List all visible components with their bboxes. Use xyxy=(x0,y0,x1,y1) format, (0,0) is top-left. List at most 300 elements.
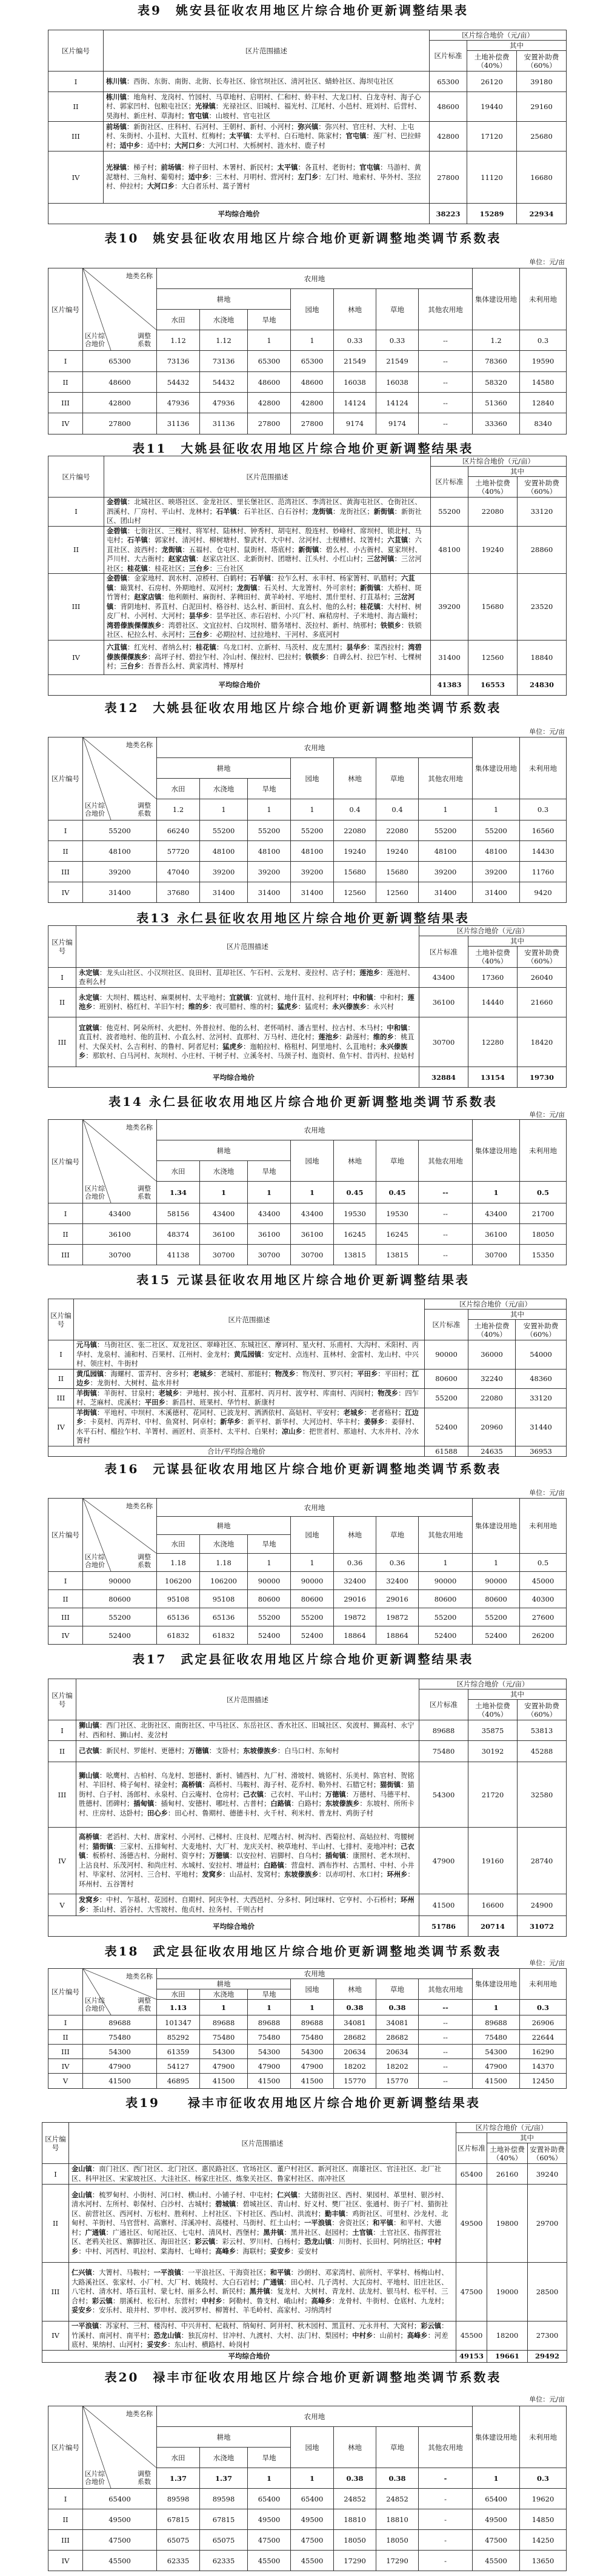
table-row xyxy=(48,1626,567,1645)
header-row xyxy=(48,2406,567,2427)
zone-id: I xyxy=(48,351,83,372)
village-list: 吆鹰村、古柏村、乌龙村、恕德村、新村、铺西村、九厂村、滑坡村、姚铭村、乐美村、陈官村、贺铭村、羊旧村、椅子甸村、禄金村 xyxy=(79,1771,415,1789)
standard-price: 80600 xyxy=(425,1369,468,1388)
table-row xyxy=(48,1608,567,1626)
village-list: 平田村 xyxy=(384,1370,405,1378)
town-name: 妥安乡 xyxy=(147,2340,168,2349)
class-price: 19590 xyxy=(520,351,567,372)
zone-desc: 狮山镇：西门社区、北街社区、南街社区、中马社区、东岳社区、香水社区、旧城社区、矣波村、狮高村、永宁村、西和村、狮山村、麦岔村 xyxy=(76,1720,419,1741)
land-compensation: 14440 xyxy=(468,988,518,1017)
town-name: 猫街镇 xyxy=(380,1780,401,1789)
result-table xyxy=(48,30,567,224)
town-name: 赵家店镇 xyxy=(134,593,162,601)
coefficient-value: 0.33 xyxy=(334,330,376,351)
table-row xyxy=(48,2489,567,2509)
coefficient-value: 1 xyxy=(200,799,248,820)
table-row xyxy=(48,351,567,372)
village-list: 梳罗甸村、小街村、河口村、横山村、小铺子村、中屯村 xyxy=(99,2191,270,2199)
class-price: 55200 xyxy=(473,1608,520,1626)
class-price: 43400 xyxy=(248,1203,291,1224)
coefficient-value: 1.12 xyxy=(157,330,200,351)
header-zone-id: 区片编号 xyxy=(48,456,104,498)
class-price: 32400 xyxy=(334,1572,376,1590)
class-price: 48600 xyxy=(248,372,291,393)
class-price: 22080 xyxy=(334,820,376,841)
town-name: 平田乡 xyxy=(145,1398,165,1406)
class-price: 106200 xyxy=(157,1572,200,1590)
table-row xyxy=(48,1590,567,1608)
town-name: 广通镇 xyxy=(263,2277,284,2286)
village-list: 大河口村、大栎树村、涟水村、鹿子村 xyxy=(208,141,325,150)
village-list: 板桥村、汤德古村、分耐村、资亨村 xyxy=(92,1852,202,1860)
zone-id: III xyxy=(48,393,83,413)
table-row xyxy=(48,151,567,204)
village-list: 簸箕村、石房村、外期地村、双河村 xyxy=(120,584,230,592)
town-name: 环州乡 xyxy=(79,1895,415,1914)
average-land-comp: 16553 xyxy=(468,674,518,695)
header-dry: 旱地 xyxy=(248,1989,291,2000)
land-compensation: 15680 xyxy=(468,574,518,641)
table-row xyxy=(48,862,567,882)
village-list: 太平村、白石地村、陈家村 xyxy=(256,132,339,141)
village-list: 中村、乍基村、花园村、自期村、阿庆争村、大西邑村、分多村、阿过咪村、它亨村、小石桥村 xyxy=(106,1896,394,1904)
zone-id: IV xyxy=(48,1408,74,1446)
table-row xyxy=(48,1203,567,1224)
town-name: 龙街镇 xyxy=(161,545,182,554)
town-name: 恐龙山镇 xyxy=(304,2237,332,2246)
town-name: 前场镇 xyxy=(106,122,127,131)
village-list: 新民村、罗能村、更德村 xyxy=(106,1747,182,1756)
adjust-coef-label: 调整系数 xyxy=(138,802,151,817)
resettlement-subsidy: 21660 xyxy=(518,988,567,1017)
header-price-group: 区片综合地价（元/亩） xyxy=(419,1679,567,1689)
town-name: 江边乡 xyxy=(76,1408,419,1426)
resettlement-subsidy: 27300 xyxy=(528,2321,567,2351)
header-price-group: 区片综合地价（元/亩） xyxy=(456,2123,567,2133)
village-list: 尹地村、挨小村、苴那村、丙月村、波亨村、库南村、丙间村 xyxy=(185,1389,371,1397)
town-name: 石羊镇 xyxy=(250,574,271,582)
class-price: 24852 xyxy=(334,2489,376,2509)
table-title: 表16 元谋县征收农用地区片综合地价更新调整地类调节系数表 xyxy=(104,1462,502,1476)
standard-price: 30700 xyxy=(419,1017,468,1067)
town-name: 龙街镇 xyxy=(236,583,258,592)
table-row xyxy=(42,2321,567,2351)
table-row xyxy=(48,413,567,434)
resettlement-subsidy: 33120 xyxy=(516,1388,567,1408)
village-list: 大坝村、糯达村、麻栗树村、太平地村 xyxy=(106,993,223,1002)
class-price: 14850 xyxy=(520,2509,567,2530)
class-price: 52400 xyxy=(291,1626,334,1645)
class-price: 34081 xyxy=(334,2015,376,2030)
header-unused: 未利用地 xyxy=(520,737,567,799)
header-row xyxy=(48,1299,567,1310)
town-name: 仁兴镇 xyxy=(276,2190,298,2199)
header-paddy: 水田 xyxy=(157,310,200,330)
coefficient-value: 0.38 xyxy=(376,2000,419,2015)
adjust-coef-label: 调整系数 xyxy=(138,1185,151,1200)
land-compensation: 16600 xyxy=(468,1894,518,1916)
town-name: 中村乡 xyxy=(352,2331,373,2340)
class-price: 54300 xyxy=(473,2045,520,2059)
coefficient-value: 0.3 xyxy=(520,2468,567,2489)
standard-price: 65300 xyxy=(430,72,467,92)
class-price: 9174 xyxy=(334,413,376,434)
zone-id: IV xyxy=(48,640,104,674)
land-compensation: 20960 xyxy=(468,1408,516,1446)
class-price: 89598 xyxy=(200,2489,248,2509)
class-price: 18050 xyxy=(334,2530,376,2551)
zone-price: 75480 xyxy=(83,2030,157,2045)
class-price: 39200 xyxy=(419,862,473,882)
class-price: 17290 xyxy=(376,2551,419,2571)
zone-id: IV xyxy=(48,2059,83,2074)
class-price: 21700 xyxy=(520,1203,567,1224)
zone-desc: 发窝乡：中村、乍基村、花园村、自期村、阿庆争村、大西邑村、分多村、阿过咪村、它亨村、小石桥村；环州乡：茶山村、滔谷村、大雪坡村、他贞村、拉务村、千则古村 xyxy=(76,1894,419,1916)
town-name: 东坡傣族乡 xyxy=(243,1746,278,1756)
average-resettle: 19730 xyxy=(518,1067,567,1088)
town-name: 六苴镇 xyxy=(107,643,127,652)
class-price: 78360 xyxy=(473,351,520,372)
class-price: 12840 xyxy=(520,393,567,413)
zone-id: IV xyxy=(48,1828,76,1894)
class-price: 31400 xyxy=(291,882,334,903)
class-price: 54300 xyxy=(200,2045,248,2059)
town-name: 中村乡 xyxy=(201,2296,222,2305)
village-list: 独瓦房村、甘冲村、九渡村、大村、法门村、梨园村 xyxy=(188,2331,345,2340)
zone-desc: 高桥镇：老滔村、大村、唐家村、小河村、己梯村、庄良村、尼嘎古村、树沟村、西菊拉村、高姑拉村、弯腰树村；猫街镇：三家村、五排甸村、大麦地村、大厂村、龙庆关村、秧草地村、半山村、七排村、麦地冲村；己衣镇：板桥村、汤德古村、分耐村、资亨村；万德镇：以安拉村、岩脚村、自乌村；插甸镇：康照村、老木坝村、上沾良村、乐茂河村、和尚庄村、水城村、安拉村、增益村；白路镇：营盘村、洒布拃村、古黑村、中村、小井村、毕家村、岔河村、三合村、平地村；发窝乡：山品村、发窝村；东坡傣族乡：以赤叨村、水口村；环州乡：环州村、五谷箐村 xyxy=(76,1828,419,1894)
town-name: 己衣镇 xyxy=(79,1842,415,1860)
class-price: 67815 xyxy=(157,2509,200,2530)
town-name: 己衣镇 xyxy=(79,1746,99,1756)
land-compensation: 21720 xyxy=(468,1762,518,1828)
class-price: 14370 xyxy=(520,2059,567,2074)
village-list: 迤帕拉村、格租村、阿里地村、么苴地村 xyxy=(250,1042,373,1051)
town-name: 黑井镇 xyxy=(249,2287,270,2296)
town-name: 凉山乡 xyxy=(281,1426,302,1436)
town-name: 妥安乡 xyxy=(270,2246,291,2255)
table-title: 表11 大姚县征收农用地区片综合地价更新调整结果表 xyxy=(132,441,474,456)
standard-price: 31400 xyxy=(431,640,468,674)
village-list: 桃苴村、大保关村、么吉利村、的鲁村、阿者尼村 xyxy=(79,1033,415,1051)
class-price: 14250 xyxy=(520,2530,567,2551)
average-land-comp: 13154 xyxy=(468,1067,518,1088)
town-name: 适中乡 xyxy=(188,172,209,181)
land-compensation: 26160 xyxy=(487,2164,528,2185)
town-name: 东坡傣族乡 xyxy=(325,1799,360,1808)
village-list: 梓子田村、木署村、新民村 xyxy=(188,164,271,172)
header-resettle: 安置补助费（60%） xyxy=(516,1320,567,1340)
zone-price: 65300 xyxy=(83,351,157,372)
resettlement-subsidy: 28740 xyxy=(518,1828,567,1894)
header-paddy: 水田 xyxy=(157,779,200,799)
class-price: 16038 xyxy=(334,372,376,393)
town-name: 适中乡 xyxy=(119,141,141,150)
village-list: 东坡村、所所卡村、庄房村、达卧村 xyxy=(79,1800,415,1817)
zone-id: I xyxy=(48,1340,74,1370)
header-cultivated: 耕地 xyxy=(157,289,291,310)
class-price: 47900 xyxy=(200,2059,248,2074)
standard-price: 47900 xyxy=(419,1828,468,1894)
class-price: 90000 xyxy=(419,1572,473,1590)
class-price: 33360 xyxy=(473,413,520,434)
zone-id: II xyxy=(48,841,83,862)
class-price: 41500 xyxy=(248,2074,291,2089)
village-list: 新昌村、班果村、华竹村、新康村 xyxy=(172,1399,275,1406)
town-name: 维的乡 xyxy=(373,1033,394,1041)
village-list: 平地村、中坝村、木溪德村、花同村、已波龙村、洒洒依村、高姑村、平安村 xyxy=(104,1408,337,1417)
header-of-which: 其中 xyxy=(468,467,567,477)
village-list: 北城社区、映塔社区、金龙社区、里长堡社区、范湾社区、李湾社区、黄海屯社区、仓街社区、泗溪村、厂房村、平山村、龙林村 xyxy=(107,498,422,516)
class-price: 65136 xyxy=(157,1608,200,1626)
zone-price: 65400 xyxy=(83,2489,157,2509)
village-list: 支卧村 xyxy=(216,1747,236,1756)
coefficient-value: 0.38 xyxy=(376,2468,419,2489)
village-list: 碧城社区、青山村、好义村、樊厂社区、张通村、街子厂村、猫街社区、前营社区、西河村、万松村、胜利村、上村社区、下村社区、西山村、洪流村 xyxy=(72,2200,448,2218)
header-standard: 区片标准 xyxy=(456,2133,487,2164)
standard-price: 54300 xyxy=(419,1762,468,1828)
village-list: 新街社区、庄科村、石河村、王朝村、新村、小河村 xyxy=(133,122,291,131)
header-agri: 农用地 xyxy=(157,1120,473,1140)
class-price: 80600 xyxy=(248,1590,291,1608)
village-list: 猫街村、白子村、汤郎村、永泉村、白云庵村、仓房村 xyxy=(79,1781,415,1799)
village-list: 新平村、新华村、大河边村、华丰村 xyxy=(247,1418,358,1426)
class-price: 16038 xyxy=(376,372,419,393)
village-list: 彩云村、罗川村、白杨村 xyxy=(222,2238,298,2246)
header-row xyxy=(48,1120,567,1140)
header-unused: 未利用地 xyxy=(520,1499,567,1554)
zone-id: I xyxy=(48,1572,83,1590)
town-name: 己衣镇 xyxy=(243,1789,264,1799)
zone-id: IV xyxy=(48,151,104,204)
header-row xyxy=(48,1499,567,1517)
class-price: 42800 xyxy=(291,393,334,413)
class-price: 52400 xyxy=(248,1626,291,1645)
zone-id: II xyxy=(48,988,76,1017)
coefficient-value: 1.2 xyxy=(157,799,200,820)
zone-id: I xyxy=(48,1203,83,1224)
class-price: 12560 xyxy=(376,882,419,903)
header-unused: 未利用地 xyxy=(520,268,567,330)
coefficient-value: 1.12 xyxy=(200,330,248,351)
class-price: 17290 xyxy=(334,2551,376,2571)
village-list: 阿勒村、鲁支村、峨山村 xyxy=(228,2297,305,2305)
coefficient-value: 0.36 xyxy=(334,1554,376,1572)
class-price: 31400 xyxy=(473,882,520,903)
town-name: 江边乡 xyxy=(76,1369,419,1387)
header-zone-desc: 区片范围描述 xyxy=(74,1299,425,1340)
zone-price-label: 区片综合地价 xyxy=(85,1553,105,1569)
zone-desc: 金碧镇：七街社区、三槐村、将军村、陆林村、钟秀村、胡屯村、殷连村、妙峰村、席坝村、锁北村、马屯村；石羊镇：郭家村、清河村、柳树塘村、黎武村、大中村、岔河村、土枧槽村、坟箐村；六苴镇：六苴社区、波西村；龙街镇：五福村、仓屯村、鼠街村、塔底村；新街镇：碧么村、小古衙村、夏家坝村、芦川村、大古衙村；赵家店镇：赵家店社区、北新街村、团塘村、江头村、小红山村；三岔河镇：三岔河社区；桂花镇：桂花社区；三台乡：三台社区 xyxy=(104,526,431,574)
land-compensation: 22080 xyxy=(468,498,518,527)
header-other-agri: 其他农用地 xyxy=(419,1979,473,2000)
zone-id: I xyxy=(48,498,104,527)
header-land-comp: 土地补偿费（40%） xyxy=(468,1700,518,1720)
town-name: 老城乡 xyxy=(193,1369,214,1378)
village-list: 南门社区、西门社区、北门社区、惠民路社区、官场社区、董户村社区、新河社区、南雄社区、官洼社区、北厂社区、科甲社区、宋家坡社区、大洼社区、杨家庄社区、炼象关社区、鲁家村社区、南冲社区 xyxy=(72,2165,442,2183)
zone-id: III xyxy=(42,2263,69,2321)
header-zone-desc: 区片范围描述 xyxy=(76,926,419,968)
coefficient-value: 1 xyxy=(248,330,291,351)
coefficient-value: 1 xyxy=(291,2468,334,2489)
class-price: 48374 xyxy=(157,1224,200,1245)
header-standard: 区片标准 xyxy=(419,1689,468,1720)
zone-price-label: 区片综合地价 xyxy=(85,2470,105,2486)
village-list: 红光村、者纳么村 xyxy=(134,644,189,652)
class-price: 27800 xyxy=(291,413,334,434)
village-list: 他克村、阿朵所村、火把村、外普拉村、他的么村、老怀哨村、潘古里村、拉古村、木马村 xyxy=(106,1023,381,1032)
zone-desc: 狮山镇：吆鹰村、古柏村、乌龙村、恕德村、新村、铺西村、九厂村、滑坡村、姚铭村、乐美村、陈官村、贺铭村、羊旧村、椅子甸村、禄金村；高桥镇：高桥村、马鞍村、海子村、花乔村、勒外村、石腊它村；猫街镇：猫街村、白子村、汤郎村、永泉村、白云庵村、仓房村；己衣镇：己衣村、平山村；万德镇：万德村、马德平村、胜德村、团碑村；插甸镇：插甸村、安德村、哪吐村、古普村；白路镇：白路村；东坡傣族乡：东坡村、所所卡村、庄房村、达卧村；田心乡：田心村、鲁期村、德德卡村、火千村、利米村、普龙村、鸡街子村 xyxy=(76,1762,419,1828)
class-price: 47900 xyxy=(473,2059,520,2074)
town-name: 物茂乡 xyxy=(378,1388,399,1397)
standard-price: 90000 xyxy=(425,1340,468,1370)
resettlement-subsidy: 24900 xyxy=(518,1894,567,1916)
zone-price: 39200 xyxy=(83,862,157,882)
zone-id: IV xyxy=(48,2551,83,2571)
header-zone-desc: 区片范围描述 xyxy=(69,2123,456,2164)
resettlement-subsidy: 32580 xyxy=(518,1762,567,1828)
village-list: 和平村、大德村 xyxy=(72,2219,442,2237)
class-price: -- xyxy=(419,2030,473,2045)
header-paddy: 水田 xyxy=(157,1161,200,1182)
town-name: 彩云镇 xyxy=(421,2321,442,2330)
town-name: 维的乡 xyxy=(188,1002,209,1011)
zone-price: 47500 xyxy=(83,2530,157,2551)
village-list: 弥兴村、官庄村、大村、上屯村、朱街村、小苴村、大苴村、红梅村 xyxy=(106,122,415,141)
header-price-group: 区片综合地价（元/亩） xyxy=(430,30,567,41)
class-price: 8340 xyxy=(520,413,567,434)
table-row xyxy=(48,122,567,151)
zone-id: IV xyxy=(48,1626,83,1645)
class-price: 29016 xyxy=(334,1590,376,1608)
zone-price: 48100 xyxy=(83,841,157,862)
town-name: 狮山镇 xyxy=(79,1721,99,1729)
class-price: 75480 xyxy=(291,2030,334,2045)
class-price: 29016 xyxy=(376,1590,419,1608)
class-price: 19872 xyxy=(376,1608,419,1626)
class-price: 31400 xyxy=(200,882,248,903)
zone-desc: 光禄镇：梯子村；前场镇：梓子田村、木署村、新民村；太平镇：各苴村、老街村；官屯镇：马游村、黄泥塘村、三角村、葡萄村；适中乡：三木村、月明村、营河村；左门乡：左门村、地索村、毕外村、茎拉村、仲拉村；大河口乡：大白者乐村、蒿子箐村 xyxy=(104,151,430,204)
village-list: 以赤叨村、水口村 xyxy=(325,1871,381,1879)
class-price: 48100 xyxy=(419,841,473,862)
zone-desc: 金碧镇：金家地村、润水村、凉桥村、白鹤村；石羊镇：拉乍么村、永丰村、杨家箐村、叭腊村；六苴镇：簸箕村、石房村、外期地村、双河村；龙街镇：石关村、大龙箐村、外可亲村；新街镇：大桥村、斑竹箐村；赵家店镇：他利颇村、麻街村、茅稗田村、黄羊岭村、平地村、黑什里村、打苴基村；三岔河镇：背阴地村、荞苴村、白泥田村、格谷村、达么村、新田村、直么村、他的么村；桂花镇：大村村、树皮厂村、小河村、大河村；昙华乡：昙华社区、赤石岩村、小兴厂村、麻秸房村、子米地村、海古簸村；湾碧傣族傈僳族乡：湾碧社区、文宜拉村、白坟坝村、腊务堵村、茨拉村、新村、纳那村；铁锁乡：铁锁社区、杞拉么村、永河村；三台乡：必期拉村、过拉地村、干河村、多底河村 xyxy=(104,574,431,641)
header-paddy: 水田 xyxy=(157,2448,200,2468)
town-name: 三台乡 xyxy=(188,630,210,639)
class-price: - xyxy=(419,2551,473,2571)
class-price: 89688 xyxy=(291,2015,334,2030)
table-row xyxy=(48,574,567,641)
class-price: -- xyxy=(419,413,473,434)
village-list: 拉乍么村、永丰村、杨家箐村、叭腊村 xyxy=(278,574,395,582)
class-price: 30700 xyxy=(200,1245,248,1265)
class-price: 47936 xyxy=(157,393,200,413)
town-name: 物茂乡 xyxy=(275,1369,296,1378)
header-land-comp: 土地补偿费（40%） xyxy=(487,2143,528,2164)
village-list: 河差底村、果纳村、山河村 xyxy=(72,2331,448,2349)
town-name: 平田乡 xyxy=(357,1369,378,1378)
village-list: 六苴社区、波西村 xyxy=(107,536,422,554)
zone-price: 52400 xyxy=(83,1626,157,1645)
class-price: 62335 xyxy=(157,2551,200,2571)
class-price: 30700 xyxy=(473,1245,520,1265)
header-zone-id: 区片编号 xyxy=(48,1120,83,1203)
header-row xyxy=(48,737,567,758)
class-price: 80600 xyxy=(419,1590,473,1608)
coefficient-value: 1 xyxy=(291,1182,334,1203)
town-name: 姜驿乡 xyxy=(364,1417,385,1426)
class-price: 65075 xyxy=(200,2530,248,2551)
header-agri: 农用地 xyxy=(157,737,473,758)
town-name: 环州乡 xyxy=(387,1870,408,1879)
class-price: 47500 xyxy=(291,2530,334,2551)
average-row xyxy=(42,2350,567,2362)
town-name: 前场镇 xyxy=(161,163,182,172)
coefficient-value: 1 xyxy=(291,2000,334,2015)
zone-id: II xyxy=(48,92,104,122)
zone-price: 36100 xyxy=(83,1224,157,1245)
header-other-agri: 其他农用地 xyxy=(419,1140,473,1182)
town-name: 彩云镇 xyxy=(92,2296,113,2305)
class-price: 37680 xyxy=(157,882,200,903)
coefficient-value: 0.3 xyxy=(520,330,567,351)
table-row xyxy=(42,2164,567,2185)
village-list: 川街村、长田村、阿纳社区 xyxy=(338,2238,421,2246)
header-collective: 集体建设用地 xyxy=(473,737,520,799)
class-price: 55200 xyxy=(248,1608,291,1626)
town-name: 铁锁乡 xyxy=(305,652,326,661)
town-name: 永兴傣族乡 xyxy=(332,1002,367,1011)
coefficient-value: 0.4 xyxy=(376,799,419,820)
village-list: 铁锁社区、杞拉么村、永河村 xyxy=(107,621,422,639)
village-list: 夜可腊村、维的村 xyxy=(216,1003,271,1011)
town-name: 新华乡 xyxy=(220,1417,241,1426)
header-paddy: 水田 xyxy=(157,1535,200,1554)
coefficient-table xyxy=(48,2406,567,2571)
class-price: 55200 xyxy=(248,820,291,841)
village-list: 白路村 xyxy=(298,1800,319,1808)
town-name: 桂花镇 xyxy=(195,643,216,652)
class-price: 80600 xyxy=(473,1590,520,1608)
village-list: 赵家店社区、北新街村、团塘村、江头村、小红山村 xyxy=(202,555,361,563)
village-list: 中村、河西村、叽拉村、棠海村、七峰村 xyxy=(85,2247,208,2255)
table-title: 表19 禄丰市征收农用地区片综合地价更新调整结果表 xyxy=(125,2095,481,2110)
land-compensation: 12560 xyxy=(468,640,518,674)
village-list: 海联村 xyxy=(242,2247,264,2255)
table-title: 表20 禄丰市征收农用地区片综合地价更新调整地类调节系数表 xyxy=(104,2370,502,2385)
class-price: 65400 xyxy=(473,2489,520,2509)
header-row xyxy=(48,30,567,41)
header-grass: 草地 xyxy=(376,1140,419,1182)
town-name: 中和镇 xyxy=(387,1023,408,1032)
class-price: 65136 xyxy=(200,1608,248,1626)
table-row xyxy=(48,1224,567,1245)
class-price: 45000 xyxy=(520,1572,567,1590)
header-cultivated: 耕地 xyxy=(157,1140,291,1161)
coefficient-table xyxy=(48,1119,567,1265)
coefficient-value: 0.33 xyxy=(376,330,419,351)
zone-id: I xyxy=(48,968,76,988)
average-row xyxy=(48,674,567,695)
town-name: 昙华乡 xyxy=(346,643,367,652)
header-price-group: 区片综合地价（元/亩） xyxy=(431,456,567,467)
coefficient-value: 1 xyxy=(473,799,520,820)
town-name: 仁兴镇 xyxy=(72,2268,92,2277)
land-compensation: 18200 xyxy=(487,2321,528,2351)
header-cultivated: 耕地 xyxy=(157,1517,291,1535)
class-price: 45500 xyxy=(473,2551,520,2571)
village-list: 茶山村、滔谷村、大雪坡村、他贞村、拉务村、千则古村 xyxy=(92,1905,264,1914)
town-name: 六苴镇 xyxy=(387,536,408,544)
village-list: 三岔河社区 xyxy=(107,555,422,573)
